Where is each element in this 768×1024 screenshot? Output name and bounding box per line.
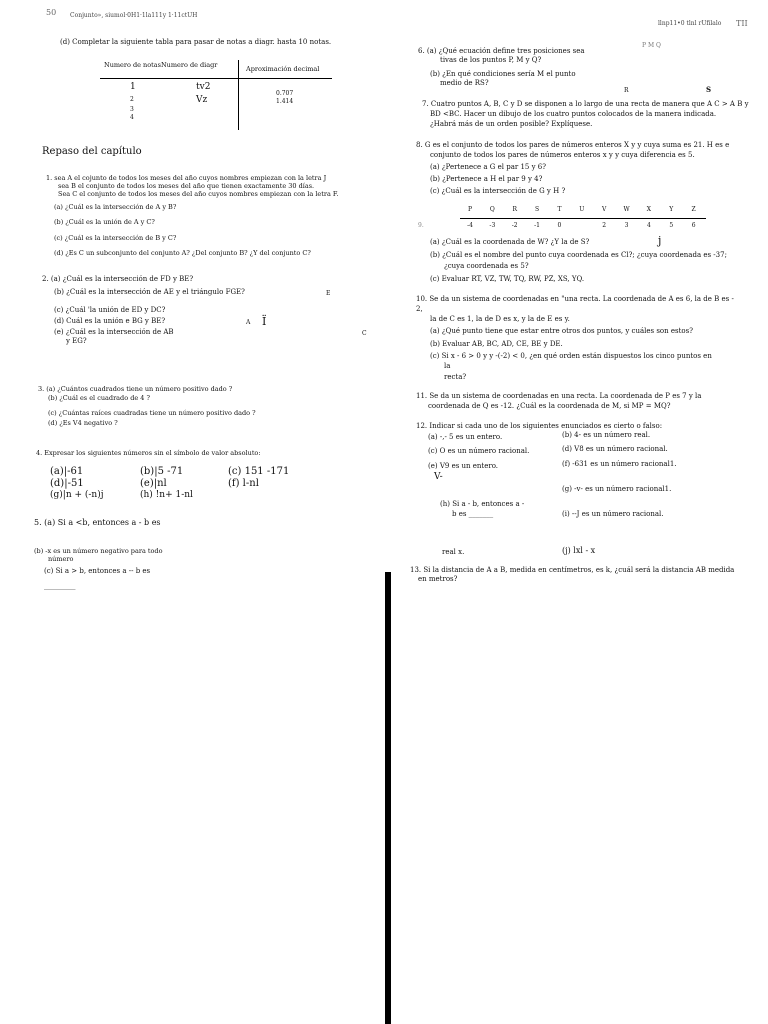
q2-d: (d) Cuál es la unión e BG y BE? xyxy=(54,317,166,325)
number-line-value: 4 xyxy=(646,222,651,229)
q4-intro: 4. Expresar los siguientes números sin el símbolo de valor absoluto: xyxy=(36,449,261,457)
q5-blank: _________ xyxy=(44,582,76,590)
table-row-n-4: 4 xyxy=(130,114,134,121)
q2-label-i: Ï xyxy=(262,315,267,328)
q12-g: (g) -v- es un número racional1. xyxy=(562,485,672,493)
q6-label-s: S xyxy=(706,85,712,94)
q9-mark-j: j xyxy=(658,234,662,247)
q12-k: (j) lxl - x xyxy=(562,546,596,555)
q2-c: (c) ¿Cuál 'la unión de ED y DC? xyxy=(54,306,166,314)
q8-b: (b) ¿Pertenece a H el par 9 y 4? xyxy=(430,175,543,183)
q13-line-2: en metros? xyxy=(418,575,458,583)
q8-line-1: 8. G es el conjunto de todos los pares de números enteros X y y cuya suma es 21. H es e xyxy=(416,141,730,149)
table-row-sym-2: Vz xyxy=(196,95,208,105)
q4-e: (e)|nl xyxy=(140,478,167,489)
q4-c: (c) 151 -171 xyxy=(228,466,290,477)
table-vertical-rule xyxy=(238,60,239,130)
q3-a: 3. (a) ¿Cuántos cuadrados tiene un número positivo dado ? xyxy=(38,385,233,393)
q10-c-cont2: recta? xyxy=(444,373,467,381)
q13-line-1: 13. Si la distancia de A a B, medida en centímetros, es k, ¿cuál será la distancia AB medida xyxy=(410,566,735,574)
q12-h-cont: b es _______ xyxy=(452,510,494,518)
q10-line-1b: 2, xyxy=(416,305,423,313)
q8-line-2: conjunto de todos los pares de números enteros x y y cuya diferencia es 5. xyxy=(430,151,695,159)
page-number-left: 50 xyxy=(46,8,57,17)
q6-a: 6. (a) ¿Qué ecuación define tres posiciones sea xyxy=(418,47,585,55)
q1-line-1: 1. sea A el cojunto de todos los meses del año cuyos nombres empiezan con la letra J xyxy=(46,174,327,182)
q12-h: (h) Si a - b, entonces a - xyxy=(440,500,525,508)
table-row-dec-2: 1.414 xyxy=(276,98,294,105)
number-line-letter: S xyxy=(535,206,540,213)
table-row-dec-1: 0.707 xyxy=(276,90,294,97)
q6-label-r: R xyxy=(624,87,629,94)
q2-label-c: C xyxy=(362,330,367,337)
table-col2-header: Aproximación decimal xyxy=(246,65,320,73)
q12-j-label: real x. xyxy=(442,548,465,556)
q5-c: (c) Si a > b, entonces a -- b es xyxy=(44,567,151,575)
number-line-letter: R xyxy=(512,206,517,213)
q2-b: (b) ¿Cuál es la intersección de AE y el triángulo FGE? xyxy=(54,288,245,296)
q4-a: (a)|-61 xyxy=(50,466,84,477)
q1-line-3: Sea C el conjunto de todos los meses del año cuyos nombres empiezan con la letra F. xyxy=(58,190,339,198)
number-line-letter: P xyxy=(467,206,473,213)
q9-label: 9. xyxy=(418,222,424,229)
q10-b: (b) Evaluar AB, BC, AD, CE, BE y DE. xyxy=(430,340,563,348)
q4-b: (b)|5 -71 xyxy=(140,466,184,477)
number-line-value: -3 xyxy=(489,222,496,229)
q6-b-cont: medio de RS? xyxy=(440,79,489,87)
q9-c: (c) Evaluar RT, VZ, TW, TQ, RW, PZ, XS, YQ. xyxy=(430,275,585,283)
q3-d: (d) ¿Es V4 negativo ? xyxy=(48,419,118,427)
table-col1-header: Numero de notasNumero de diagr xyxy=(104,61,218,69)
q1-line-2: sea B el conjunto de todos los meses del año que tienen exactamente 30 días. xyxy=(58,182,315,190)
q9-a: (a) ¿Cuál es la coordenada de W? ¿Y la de S? xyxy=(430,238,590,246)
q5-a: 5. (a) Si a <b, entonces a - b es xyxy=(34,518,161,527)
q6-points: P M Q xyxy=(642,42,661,49)
number-line-value: -1 xyxy=(534,222,540,229)
q4-g: (g)|n + (-n)j xyxy=(50,490,104,500)
q3-b: (b) ¿Cuál es el cuadrado de 4 ? xyxy=(48,394,150,402)
number-line-value: 3 xyxy=(624,222,629,229)
number-line-value: 5 xyxy=(669,222,674,229)
q2-a: 2. (a) ¿Cuál es la intersección de FD y BE? xyxy=(42,275,194,283)
q12-intro: 12. Indicar si cada uno de los siguientes enunciados es cierto o falso: xyxy=(416,422,663,430)
header-title-right: llnp11•0 tlnl rUfilalo xyxy=(658,20,722,27)
q12-i: (i) --J es un número racional. xyxy=(562,510,664,518)
q10-line-1: 10. Se da un sistema de coordenadas en "una recta. La coordenada de A es 6, la de B es - xyxy=(416,295,734,303)
table-intro: (d) Completar la siguiente tabla para pasar de notas a diagr. hasta 10 notas. xyxy=(60,38,332,46)
number-line-axis xyxy=(460,218,706,219)
q11-line-1: 11. Se da un sistema de coordenadas en una recta. La coordenada de P es 7 y la xyxy=(416,392,702,400)
number-line-letter: Z xyxy=(691,206,696,213)
q9-b-cont: ¿cuya coordenada es 5? xyxy=(444,262,529,270)
number-line-letter: X xyxy=(646,206,652,213)
table-row-sym-1: tv2 xyxy=(196,82,211,92)
number-line-letter: W xyxy=(623,206,630,213)
number-line-value: 2 xyxy=(602,222,607,229)
q2-e: (e) ¿Cuál es la intersección de AB xyxy=(54,328,174,336)
q7-line-2: BD <BC. Hacer un dibujo de los cuatro puntos colocados de la manera indicada. xyxy=(430,110,717,118)
q9-b: (b) ¿Cuál es el nombre del punto cuya coordenada es Cl?; ¿cuya coordenada es -37; xyxy=(430,251,727,259)
q7-line-1: 7. Cuatro puntos A, B, C y D se disponen a lo largo de una recta de manera que A C > A B y xyxy=(422,100,749,108)
page-number-right: TII xyxy=(736,19,748,28)
q1-a: (a) ¿Cuál es la intersección de A y B? xyxy=(54,203,177,211)
table-row-n-2: 2 xyxy=(130,96,134,103)
number-line-letter: U xyxy=(579,206,585,213)
q1-d: (d) ¿Es C un subconjunto del conjunto A? ¿Del conjunto B? ¿Y del conjunto C? xyxy=(54,249,311,257)
number-line xyxy=(460,204,706,240)
q4-d: (d)|-51 xyxy=(50,478,84,489)
number-line-letter: V xyxy=(602,206,607,213)
q5-b-cont: número xyxy=(48,555,74,563)
q10-line-2: la de C es 1, la de D es x, y la de E es y. xyxy=(430,315,570,323)
q12-c: (c) O es un número racional. xyxy=(428,447,530,455)
q7-line-3: ¿Habrá más de un orden posible? Explíquese. xyxy=(430,120,593,128)
gutter-bar xyxy=(385,572,391,1024)
q12-b: (b) 4- es un número real. xyxy=(562,431,651,439)
section-title: Repaso del capítulo xyxy=(42,146,142,157)
q8-a: (a) ¿Pertenece a G el par 15 y 6? xyxy=(430,163,546,171)
q5-b: (b) -x es un número negativo para todo xyxy=(34,547,163,555)
q12-e-mark: V- xyxy=(434,472,443,482)
number-line-value: -4 xyxy=(467,222,473,229)
q12-f: (f) -631 es un número racional1. xyxy=(562,460,677,468)
table-top-rule xyxy=(100,78,332,79)
q10-c-cont: la xyxy=(444,362,451,370)
q12-d: (d) V8 es un número racional. xyxy=(562,445,668,453)
table-row-n-3: 3 xyxy=(130,106,134,113)
number-line-value: 6 xyxy=(691,222,696,229)
number-line-letter: T xyxy=(557,206,562,213)
number-line-value: 0 xyxy=(557,222,562,229)
q10-c: (c) Si x - 6 > 0 y y -(-2) < 0, ¿en qué orden están dispuestos los cinco puntos en xyxy=(430,352,712,360)
number-line-letter: Y xyxy=(669,206,674,213)
q12-e: (e) V9 es un entero. xyxy=(428,462,499,470)
q6-a-cont: tivas de los puntos P, M y Q? xyxy=(440,56,542,64)
q3-c: (c) ¿Cuántas raíces cuadradas tiene un número positivo dado ? xyxy=(48,409,256,417)
header-title-left: Conjunto», siumol·0H1·1la111y 1·11ctUH xyxy=(70,12,198,19)
table-row-n-1: 1 xyxy=(130,82,136,92)
q1-b: (b) ¿Cuál es la unión de A y C? xyxy=(54,218,155,226)
q2-e-cont: y EG? xyxy=(66,337,87,345)
q6-b: (b) ¿En qué condiciones sería M el punto xyxy=(430,70,576,78)
q12-a: (a) -,- 5 es un entero. xyxy=(428,433,503,441)
q2-label-a: A xyxy=(246,319,251,326)
q1-c: (c) ¿Cuál es la intersección de B y C? xyxy=(54,234,177,242)
q4-f: (f) l-nl xyxy=(228,478,259,489)
q11-line-2: coordenada de Q es -12. ¿Cuál es la coordenada de M, si MP = MQ? xyxy=(428,402,671,410)
q2-label-e: E xyxy=(326,290,331,297)
q10-a: (a) ¿Qué punto tiene que estar entre otros dos puntos, y cuáles son estos? xyxy=(430,327,693,335)
q4-h: (h) !n+ 1-nl xyxy=(140,490,193,500)
number-line-letter: Q xyxy=(489,206,495,213)
number-line-value: -2 xyxy=(511,222,518,229)
q8-c: (c) ¿Cuál es la intersección de G y H ? xyxy=(430,187,566,195)
